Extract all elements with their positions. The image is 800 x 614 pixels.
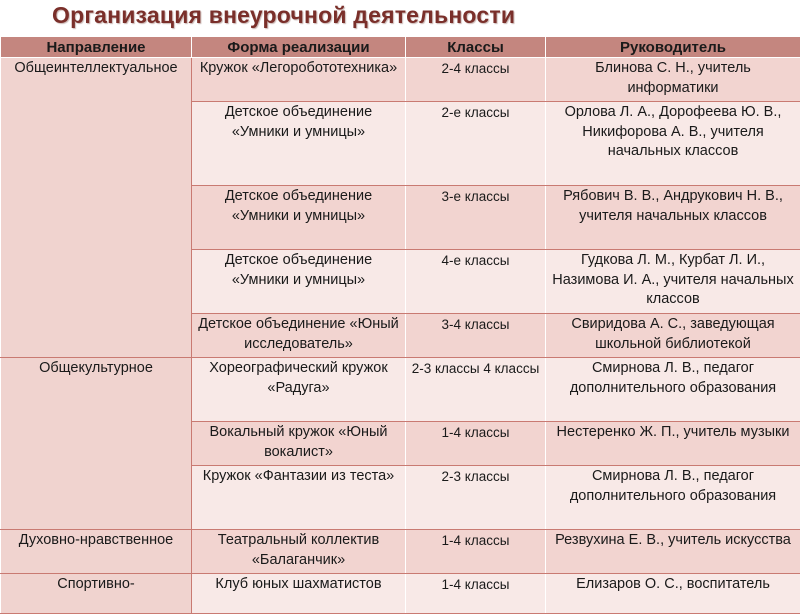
- leader-cell: Нестеренко Ж. П., учитель музыки: [546, 422, 800, 466]
- classes-cell: 2-3 классы: [406, 466, 546, 530]
- activities-table: [0, 36, 800, 614]
- classes-cell: 2-3 классы 4 классы: [406, 358, 546, 422]
- leader-cell: Орлова Л. А., Дорофеева Ю. В., Никифорова А. В., учителя начальных классов: [546, 102, 800, 186]
- form-cell: Детское объединение «Умники и умницы»: [192, 186, 406, 250]
- table-row: [1, 58, 800, 102]
- leader-cell: Блинова С. Н., учитель информатики: [546, 58, 800, 102]
- classes-cell: 3-е классы: [406, 186, 546, 250]
- classes-cell: 3-4 классы: [406, 314, 546, 358]
- direction-cell: Духовно-нравственное: [1, 530, 192, 574]
- form-cell: Театральный коллектив «Балаганчик»: [192, 530, 406, 574]
- classes-cell: 4-е классы: [406, 250, 546, 314]
- form-cell: Клуб юных шахматистов: [192, 574, 406, 614]
- form-cell: Кружок «Фантазии из теста»: [192, 466, 406, 530]
- form-cell: Детское объединение «Умники и умницы»: [192, 250, 406, 314]
- form-cell: Хореографический кружок «Радуга»: [192, 358, 406, 422]
- direction-cell: Общеинтеллектуальное: [1, 58, 192, 358]
- leader-cell: Свиридова А. С., заведующая школьной библиотекой: [546, 314, 800, 358]
- classes-cell: 2-е классы: [406, 102, 546, 186]
- table-row: [1, 530, 800, 574]
- table-header-row: [1, 37, 800, 58]
- classes-cell: 1-4 классы: [406, 530, 546, 574]
- table-row: [1, 574, 800, 614]
- table-row: [1, 358, 800, 422]
- leader-cell: Елизаров О. С., воспитатель: [546, 574, 800, 614]
- leader-cell: Резвухина Е. В., учитель искусства: [546, 530, 800, 574]
- form-cell: Детское объединение «Умники и умницы»: [192, 102, 406, 186]
- form-cell: Кружок «Легоробототехника»: [192, 58, 406, 102]
- direction-cell: Спортивно-: [1, 574, 192, 614]
- header-classes: Классы: [406, 37, 546, 58]
- page-title: Организация внеурочной деятельности: [52, 2, 515, 29]
- leader-cell: Рябович В. В., Андрукович Н. В., учителя начальных классов: [546, 186, 800, 250]
- classes-cell: 1-4 классы: [406, 422, 546, 466]
- leader-cell: Гудкова Л. М., Курбат Л. И., Назимова И. А., учителя начальных классов: [546, 250, 800, 314]
- leader-cell: Смирнова Л. В., педагог дополнительного образования: [546, 358, 800, 422]
- direction-cell: Общекультурное: [1, 358, 192, 530]
- classes-cell: 2-4 классы: [406, 58, 546, 102]
- header-leader: Руководитель: [546, 37, 800, 58]
- header-direction: Направление: [1, 37, 192, 58]
- leader-cell: Смирнова Л. В., педагог дополнительного образования: [546, 466, 800, 530]
- form-cell: Вокальный кружок «Юный вокалист»: [192, 422, 406, 466]
- header-form: Форма реализации: [192, 37, 406, 58]
- form-cell: Детское объединение «Юный исследователь»: [192, 314, 406, 358]
- classes-cell: 1-4 классы: [406, 574, 546, 614]
